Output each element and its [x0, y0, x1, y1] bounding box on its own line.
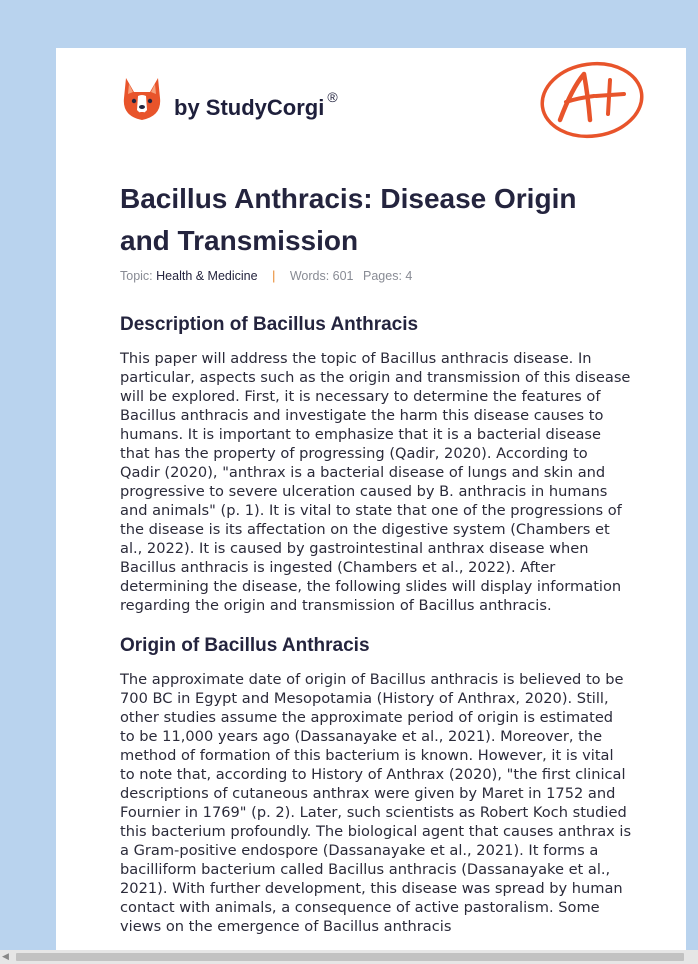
section-body-description: This paper will address the topic of Bacillus anthracis disease. In particular, aspects such as the origin and transmission of this disease will be explored. First, it is necessary to determine the features of Bacillus anthracis and investigate the harm this disease causes to humans. It is important to emphasize that it is a bacterial disease that has the property of progressing (Qadir, 2020). According to Qadir (2020), "anthrax is a bacterial disease of lungs and skin and progressive to severe ulceration caused by B. anthracis in humans and animals" (p. 1). It is vital to state that one of the progressions of the disease is its affectation on the digestive system (Chambers et al., 2022). It is caused by gastrointestinal anthrax disease when Bacillus anthracis is ingested (Chambers et al., 2022). After determining the disease, the following slides will display information regarding the origin and transmission of Bacillus anthracis. — [120, 350, 631, 614]
corgi-icon — [120, 76, 164, 122]
page-count: Pages: 4 — [363, 269, 413, 283]
document-page — [56, 48, 686, 952]
topic-label: Topic: — [120, 269, 153, 283]
topic-link[interactable]: Health & Medicine — [156, 269, 258, 283]
scroll-left-icon[interactable]: ◀ — [2, 952, 9, 962]
document-meta — [120, 269, 412, 283]
horizontal-scrollbar[interactable] — [0, 950, 698, 964]
meta-separator: | — [272, 269, 276, 283]
word-count: Words: 601 — [289, 269, 354, 283]
brand-name: by StudyCorgi ® — [174, 89, 338, 120]
document-title: Bacillus Anthracis: Disease Origin and Transmission — [120, 183, 577, 256]
section-body-origin: The approximate date of origin of Bacillus anthracis is believed to be 700 BC in Egypt and Mesopotamia (History of Anthrax, 2020). Still, other studies assume the approximate period of origin is estimated to be 11,000 years ago (Dassanayake et al., 2021). Moreover, the method of formation of this bacterium is known. However, it is vital to note that, according to History of Anthrax (2020), "the first clinical descriptions of cutaneous anthrax were given by Maret in 1752 and Fournier in 1769" (p. 2). Later, such scientists as Robert Koch studied this bacterium profoundly. The biological agent that causes anthrax is a Gram-positive endospore (Dassanayake et al., 2021). It forms a bacilliform bacterium called Bacillus anthracis (Dassanayake et al., 2021). With further development, this disease was spread by human contact with animals, a consequence of active pastoralism. Some views on the emergence of Bacillus anthracis — [120, 671, 632, 935]
section-heading-origin: Origin of Bacillus Anthracis — [120, 635, 370, 656]
section-heading-description: Description of Bacillus Anthracis — [120, 314, 419, 335]
scrollbar-thumb[interactable] — [16, 953, 684, 961]
registered-mark: ® — [327, 89, 338, 105]
a-plus-grade-stamp — [538, 58, 648, 140]
